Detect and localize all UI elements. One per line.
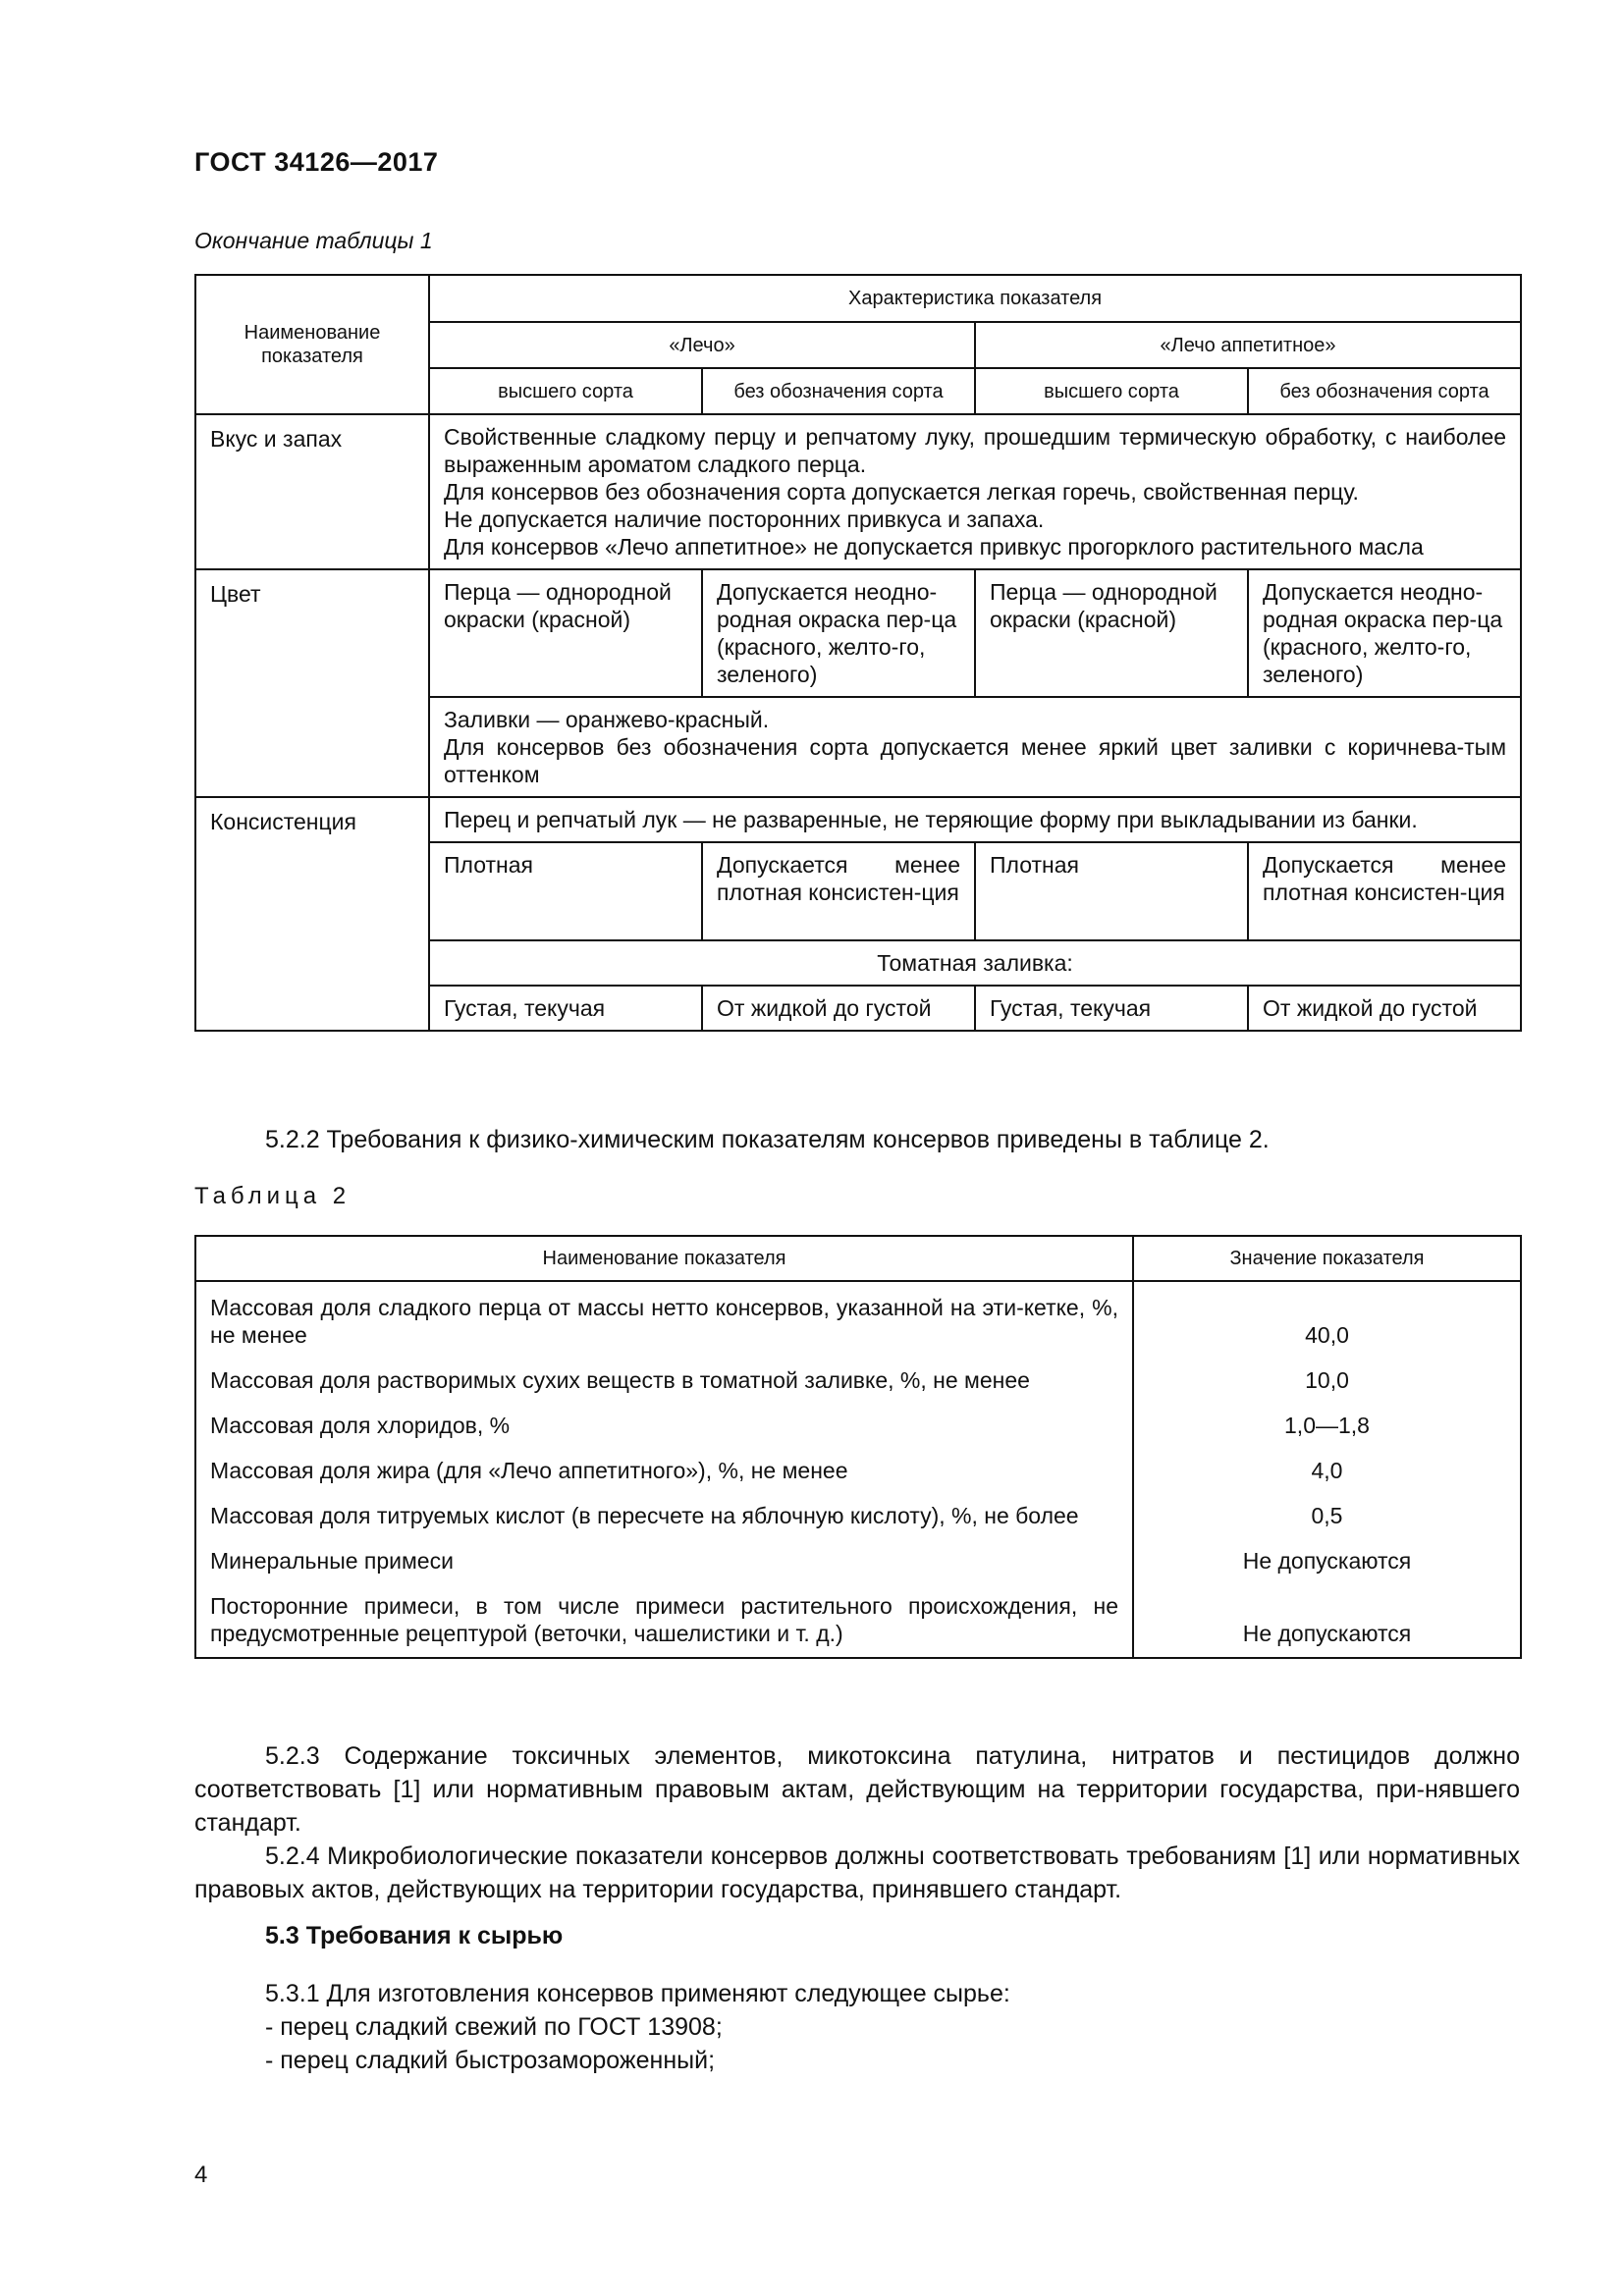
row-name-color: Цвет [195, 569, 429, 797]
table-row [195, 1529, 1133, 1575]
header-indicator-value: Значение показателя [1133, 1236, 1521, 1281]
table-row [195, 1394, 1133, 1439]
consistency-liquid-to-thick: От жидкой до густой [702, 986, 975, 1031]
paragraph-5-2-2: 5.2.2 Требования к физико-химическим показателям консервов приведены в таблице 2. [265, 1126, 1270, 1153]
header-top-grade: высшего сорта [429, 368, 702, 414]
list-item: - перец сладкий свежий по ГОСТ 13908; [265, 2013, 723, 2041]
indicator-name: Массовая доля титруемых кислот (в пересчете на яблочную кислоту), %, не более [210, 1503, 1079, 1528]
color-pepper-top: Перца — однородной окраски (красной) [975, 569, 1248, 697]
indicator-value: 10,0 [1133, 1349, 1521, 1394]
indicator-value: 0,5 [1133, 1484, 1521, 1529]
taste-line: Свойственные сладкому перцу и репчатому луку, прошедшим термическую обработку, с наиболее выраженным ароматом сладкого перца. [444, 424, 1507, 477]
consistency-less-dense: Допускается менее плотная консистен-ция [702, 842, 975, 940]
header-indicator-name: Наименование показателя [195, 275, 429, 414]
color-fill-line: Для консервов без обозначения сорта допускается менее яркий цвет заливки с коричнева-тым оттенком [444, 734, 1507, 787]
table-row [195, 1484, 1133, 1529]
indicator-value: 1,0—1,8 [1133, 1394, 1521, 1439]
table-2-label: Таблица 2 [194, 1183, 352, 1209]
section-title-5-3: 5.3 Требования к сырью [265, 1922, 564, 1949]
header-lecho-appetitnoe: «Лечо аппетитное» [975, 322, 1521, 368]
row-name-consistency: Консистенция [195, 797, 429, 1031]
table-2 [194, 1235, 1522, 1659]
taste-description [429, 414, 1521, 569]
consistency-less-dense: Допускается менее плотная консистен-ция [1248, 842, 1521, 940]
table-row [195, 1349, 1133, 1394]
indicator-value: Не допускаются [1133, 1529, 1521, 1575]
color-fill-line: Заливки — оранжево-красный. [444, 707, 770, 732]
header-indicator-name: Наименование показателя [195, 1236, 1133, 1281]
table-row [195, 1575, 1133, 1658]
table-continuation-caption: Окончание таблицы 1 [194, 228, 433, 253]
table-1 [194, 274, 1522, 1032]
consistency-tomato-fill: Томатная заливка: [429, 940, 1521, 986]
header-no-grade: без обозначения сорта [1248, 368, 1521, 414]
consistency-dense: Плотная [429, 842, 702, 940]
paragraph-5-3-1: 5.3.1 Для изготовления консервов применяют следующее сырье: [265, 1980, 1010, 2007]
color-pepper-top: Перца — однородной окраски (красной) [429, 569, 702, 697]
document-id: ГОСТ 34126—2017 [194, 147, 439, 177]
consistency-pepper-onion: Перец и репчатый лук — не разваренные, не теряющие форму при выкладывании из банки. [429, 797, 1521, 842]
row-name-taste: Вкус и запах [195, 414, 429, 569]
color-fill-description [429, 697, 1521, 797]
list-item: - перец сладкий быстрозамороженный; [265, 2047, 716, 2074]
taste-line: Не допускается наличие посторонних привкуса и запаха. [444, 507, 1045, 532]
color-pepper-other: Допускается неодно-родная окраска пер-ца (красного, желто-го, зеленого) [702, 569, 975, 697]
consistency-dense: Плотная [975, 842, 1248, 940]
indicator-name: Массовая доля растворимых сухих веществ в томатной заливке, %, не менее [210, 1367, 1030, 1393]
indicator-name: Массовая доля хлоридов, % [210, 1413, 511, 1438]
color-pepper-other: Допускается неодно-родная окраска пер-ца (красного, желто-го, зеленого) [1248, 569, 1521, 697]
consistency-thick: Густая, текучая [975, 986, 1248, 1031]
header-characteristic: Характеристика показателя [429, 275, 1521, 322]
paragraph-5-2-4: 5.2.4 Микробиологические показатели консервов должны соответствовать требованиям [1] или нормативных правовых актов, действующих на территории государства, принявшего стандарт. [194, 1842, 1520, 1903]
table-row [195, 1281, 1133, 1349]
indicator-name: Массовая доля сладкого перца от массы нетто консервов, указанной на эти-кетке, %, не менее [210, 1295, 1118, 1348]
indicator-name: Массовая доля жира (для «Лечо аппетитного»), %, не менее [210, 1458, 848, 1483]
page-number: 4 [194, 2162, 208, 2188]
indicator-value: 4,0 [1133, 1439, 1521, 1484]
indicator-value: Не допускаются [1133, 1575, 1521, 1658]
consistency-liquid-to-thick: От жидкой до густой [1248, 986, 1521, 1031]
indicator-name: Минеральные примеси [210, 1548, 454, 1574]
table-row [195, 1439, 1133, 1484]
taste-line: Для консервов «Лечо аппетитное» не допускается привкус прогорклого растительного масла [444, 534, 1424, 560]
paragraph-5-2-3: 5.2.3 Содержание токсичных элементов, микотоксина патулина, нитратов и пестицидов должно соответствовать [1] или нормативным правовым актам, действующим на территории государства, при-нявшего стандарт. [194, 1742, 1520, 1837]
indicator-value: 40,0 [1133, 1281, 1521, 1349]
header-lecho: «Лечо» [429, 322, 975, 368]
header-top-grade: высшего сорта [975, 368, 1248, 414]
header-no-grade: без обозначения сорта [702, 368, 975, 414]
taste-line: Для консервов без обозначения сорта допускается легкая горечь, свойственная перцу. [444, 479, 1359, 505]
indicator-name: Посторонние примеси, в том числе примеси растительного происхождения, не предусмотренные рецептурой (веточки, чашелистики и т. д.) [210, 1593, 1118, 1646]
consistency-thick: Густая, текучая [429, 986, 702, 1031]
